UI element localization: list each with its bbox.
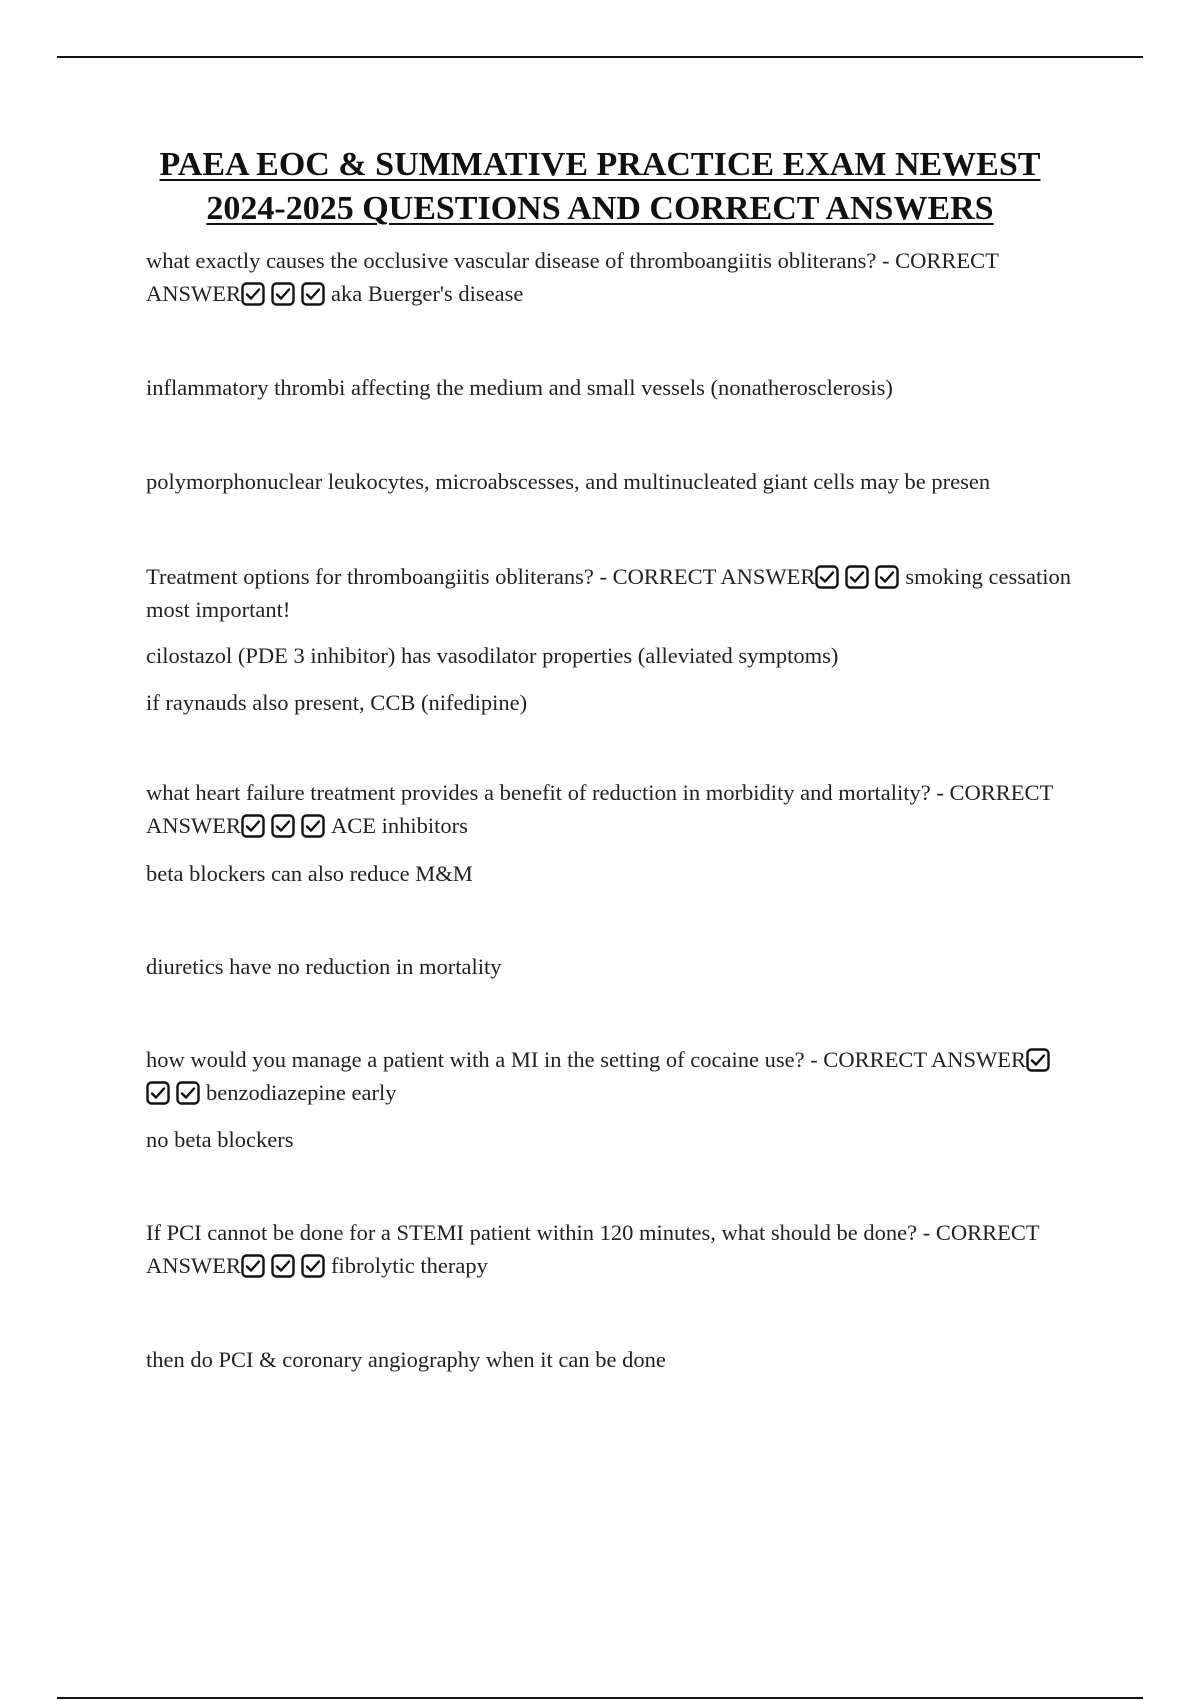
title-line-1: PAEA EOC & SUMMATIVE PRACTICE EXAM NEWEST bbox=[159, 146, 1041, 183]
note-text: if raynauds also present, CCB (nifedipine) bbox=[146, 690, 528, 715]
answer-text: aka Buerger's disease bbox=[331, 281, 524, 306]
checkbox-checked-icon bbox=[301, 282, 325, 306]
checkbox-checked-icon bbox=[176, 1081, 200, 1105]
qa-item bbox=[146, 244, 1076, 310]
answer-text: smoking cessation most important! bbox=[146, 564, 1071, 622]
note-text: no beta blockers bbox=[146, 1127, 294, 1152]
title-line-2: 2024-2025 QUESTIONS AND CORRECT ANSWERS bbox=[206, 190, 994, 227]
question-text: how would you manage a patient with a MI in the setting of cocaine use? - CORRECT ANSWER bbox=[146, 1047, 1027, 1072]
checkbox-checked-icon bbox=[241, 814, 265, 838]
bottom-rule bbox=[57, 1697, 1143, 1699]
checkbox-checked-icon bbox=[815, 565, 839, 589]
checkbox-checked-icon bbox=[301, 1254, 325, 1278]
checkbox-checked-icon bbox=[301, 814, 325, 838]
answer-text: fibrolytic therapy bbox=[331, 1253, 488, 1278]
checkbox-checked-icon bbox=[241, 1254, 265, 1278]
top-rule bbox=[57, 56, 1143, 58]
qa-item bbox=[146, 1216, 1076, 1282]
question-text: Treatment options for thromboangiitis obliterans? - CORRECT ANSWER bbox=[146, 564, 816, 589]
note-text: beta blockers can also reduce M&M bbox=[146, 861, 473, 886]
qa-item bbox=[146, 776, 1076, 842]
question-text: what exactly causes the occlusive vascular disease of thromboangiitis obliterans? - CORRECT ANSWER bbox=[146, 248, 999, 306]
note-text: cilostazol (PDE 3 inhibitor) has vasodilator properties (alleviated symptoms) bbox=[146, 643, 839, 668]
note-text: diuretics have no reduction in mortality bbox=[146, 954, 502, 979]
checkbox-checked-icon bbox=[271, 814, 295, 838]
question-text: If PCI cannot be done for a STEMI patient within 120 minutes, what should be done? - CORRECT ANSWER bbox=[146, 1220, 1040, 1278]
checkbox-checked-icon bbox=[845, 565, 869, 589]
answer-text: benzodiazepine early bbox=[206, 1080, 397, 1105]
question-text: what heart failure treatment provides a benefit of reduction in morbidity and mortality? - CORRECT ANSWER bbox=[146, 780, 1053, 838]
checkbox-checked-icon bbox=[146, 1081, 170, 1105]
answer-text: ACE inhibitors bbox=[331, 813, 468, 838]
page-title bbox=[100, 143, 1100, 231]
checkbox-checked-icon bbox=[875, 565, 899, 589]
note-text: then do PCI & coronary angiography when it can be done bbox=[146, 1347, 666, 1372]
checkbox-checked-icon bbox=[271, 1254, 295, 1278]
checkbox-checked-icon bbox=[1026, 1048, 1050, 1072]
checkbox-checked-icon bbox=[271, 282, 295, 306]
note-text: polymorphonuclear leukocytes, microabscesses, and multinucleated giant cells may be presen bbox=[146, 469, 991, 494]
note-text: inflammatory thrombi affecting the medium and small vessels (nonatherosclerosis) bbox=[146, 375, 893, 400]
checkbox-checked-icon bbox=[241, 282, 265, 306]
qa-item bbox=[146, 1043, 1076, 1109]
qa-item bbox=[146, 560, 1076, 626]
